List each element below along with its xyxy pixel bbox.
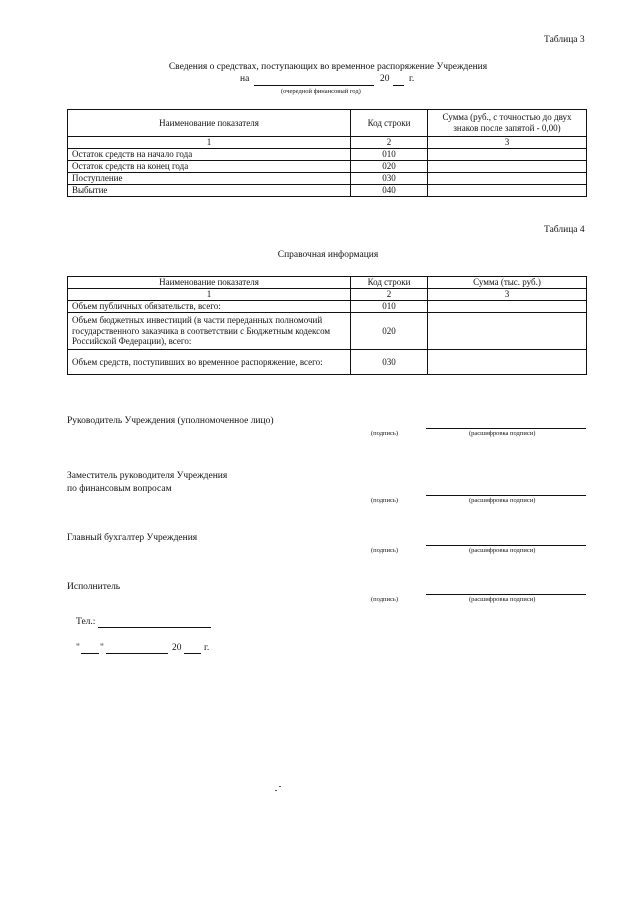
table3-date-suffix: г.: [409, 74, 415, 84]
signature-decode-hint: (расшифровка подписи): [469, 596, 536, 603]
row-sum[interactable]: [428, 350, 587, 375]
row-name: Остаток средств на конец года: [68, 161, 351, 173]
table4-colnum-1: 1: [68, 289, 351, 301]
signature-hint: (подпись): [371, 497, 398, 504]
row-sum[interactable]: [428, 149, 587, 161]
signature-decode-hint: (расшифровка подписи): [469, 497, 536, 504]
signature-hint: (подпись): [371, 547, 398, 554]
row-code: 010: [351, 149, 428, 161]
table3-date-hint: (очередной финансовый год): [281, 88, 361, 95]
signature-line-deputy[interactable]: [426, 495, 586, 496]
signature-role-director: Руководитель Учреждения (уполномоченное лицо): [67, 416, 274, 426]
row-code: 040: [351, 185, 428, 197]
row-code: 010: [351, 301, 428, 313]
table3-colnum-1: 1: [68, 137, 351, 149]
signature-hint: (подпись): [371, 596, 398, 603]
signature-line-accountant[interactable]: [426, 545, 586, 546]
signature-role-deputy-line1: Заместитель руководителя Учреждения: [67, 471, 228, 481]
date-day-blank[interactable]: [81, 653, 99, 654]
table3-colnum-3: 3: [428, 137, 587, 149]
signature-decode-hint: (расшифровка подписи): [469, 430, 536, 437]
table-row: [68, 313, 587, 350]
row-name: Объем средств, поступивших во временное распоряжение, всего:: [68, 350, 351, 375]
row-sum[interactable]: [428, 301, 587, 313]
row-sum[interactable]: [428, 313, 587, 350]
row-sum[interactable]: [428, 161, 587, 173]
table4-colnum-2: 2: [351, 289, 428, 301]
table3-year-blank[interactable]: [393, 85, 404, 86]
table4-label: Таблица 4: [544, 225, 585, 235]
row-sum[interactable]: [428, 185, 587, 197]
signature-role-accountant: Главный бухгалтер Учреждения: [67, 533, 198, 543]
table-row: [68, 149, 587, 161]
table3-date-prefix: на: [240, 74, 250, 84]
table3-title: Сведения о средствах, поступающих во временное распоряжение Учреждения: [168, 62, 488, 72]
row-name: Поступление: [68, 173, 351, 185]
scan-speck: [279, 786, 281, 787]
signature-line-director[interactable]: [426, 428, 586, 429]
phone-label: Тел.:: [76, 617, 96, 627]
signature-role-deputy-line2: по финансовым вопросам: [67, 484, 172, 494]
row-name: Выбытие: [68, 185, 351, 197]
row-sum[interactable]: [428, 173, 587, 185]
table4-header-row: [68, 277, 587, 289]
table3-header-code: Код строки: [351, 110, 428, 137]
table4-header-sum: Сумма (тыс. руб.): [428, 277, 587, 289]
signature-hint: (подпись): [371, 430, 398, 437]
date-year-blank[interactable]: [184, 653, 201, 654]
table3-colnum-row: [68, 137, 587, 149]
table-row: [68, 350, 587, 375]
scan-speck: [275, 790, 277, 791]
row-code: 020: [351, 313, 428, 350]
row-name: Объем бюджетных инвестиций (в части переданных полномочий государственного заказчика в соответствии с Бюджетным кодексом Российской Федерации), всего:: [68, 313, 351, 350]
table3-header-row: [68, 110, 587, 137]
table-row: [68, 161, 587, 173]
date-year: 20: [172, 643, 182, 653]
row-code: 030: [351, 350, 428, 375]
date-month-blank[interactable]: [106, 653, 168, 654]
table4-header-name: Наименование показателя: [68, 277, 351, 289]
table3-label: Таблица 3: [544, 35, 585, 45]
phone-input-line[interactable]: [98, 627, 211, 628]
table4-colnum-3: 3: [428, 289, 587, 301]
date-open-quote: ": [76, 643, 80, 653]
row-name: Объем публичных обязательств, всего:: [68, 301, 351, 313]
table-row: [68, 301, 587, 313]
table3-date-blank[interactable]: [254, 85, 374, 86]
table4-colnum-row: [68, 289, 587, 301]
row-code: 030: [351, 173, 428, 185]
table3-date-year: 20: [380, 74, 390, 84]
table-row: [68, 173, 587, 185]
table-row: [68, 185, 587, 197]
table4: [67, 276, 587, 375]
date-suffix: г.: [204, 643, 210, 653]
table4-header-code: Код строки: [351, 277, 428, 289]
signature-decode-hint: (расшифровка подписи): [469, 547, 536, 554]
date-close-quote: ": [100, 643, 104, 653]
table3-colnum-2: 2: [351, 137, 428, 149]
table3: [67, 109, 587, 197]
row-code: 020: [351, 161, 428, 173]
signature-role-executor: Исполнитель: [67, 582, 121, 592]
table3-header-name: Наименование показателя: [68, 110, 351, 137]
table4-title: Справочная информация: [277, 250, 379, 260]
table3-header-sum: Сумма (руб., с точностью до двух знаков после запятой - 0,00): [428, 110, 587, 137]
signature-line-executor[interactable]: [426, 594, 586, 595]
row-name: Остаток средств на начало года: [68, 149, 351, 161]
